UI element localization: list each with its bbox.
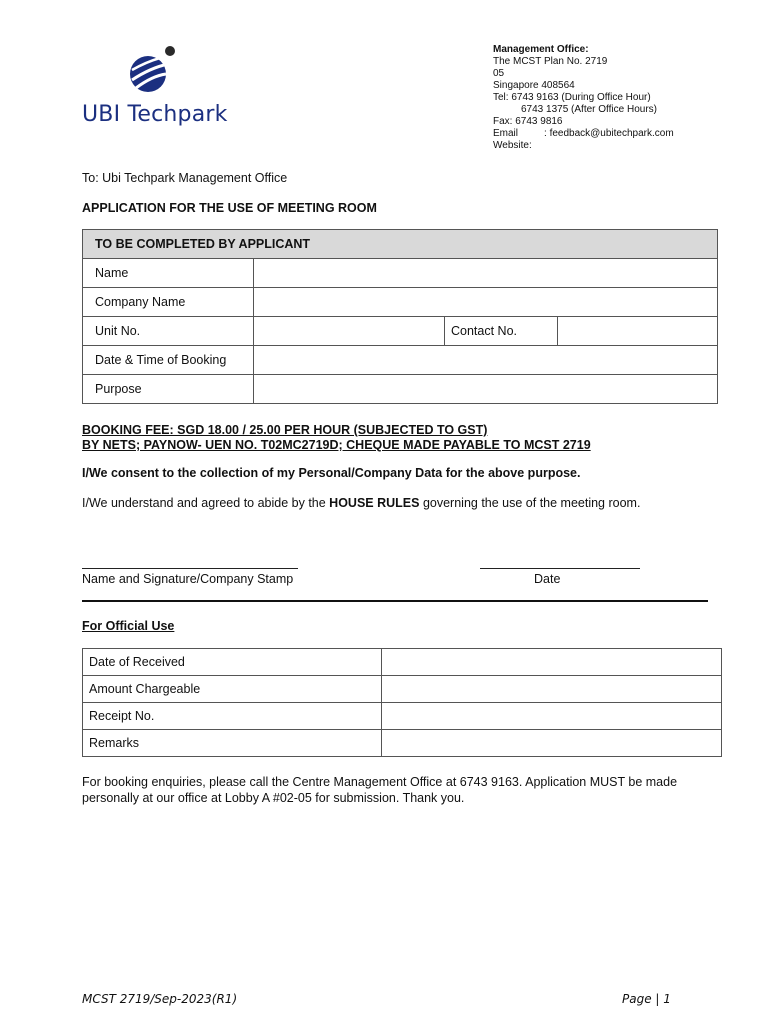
date-of-received-field[interactable] xyxy=(382,649,722,676)
contact-no-field[interactable] xyxy=(558,317,718,346)
ubi-techpark-logo xyxy=(82,44,232,128)
consent-statement: I/We consent to the collection of my Personal/Company Data for the above purpose. xyxy=(82,466,581,480)
mgmt-tel2: 6743 1375 (After Office Hours) xyxy=(521,104,657,115)
agreement-post: governing the use of the meeting room. xyxy=(419,496,641,510)
signature-label: Name and Signature/Company Stamp xyxy=(82,572,294,586)
purpose-field[interactable] xyxy=(254,375,718,404)
mgmt-tel1: Tel: 6743 9163 (During Office Hour) xyxy=(493,92,651,103)
amount-chargeable-label: Amount Chargeable xyxy=(83,676,382,703)
mgmt-city: Singapore 408564 xyxy=(493,80,575,91)
management-office-block xyxy=(493,44,674,152)
official-use-title: For Official Use xyxy=(82,619,175,633)
unit-no-field[interactable] xyxy=(254,317,445,346)
agreement-statement xyxy=(82,496,640,510)
name-field[interactable] xyxy=(254,259,718,288)
mgmt-title: Management Office: xyxy=(493,44,589,55)
receipt-no-label: Receipt No. xyxy=(83,703,382,730)
amount-chargeable-field[interactable] xyxy=(382,676,722,703)
logo-wordmark: UBI Techpark xyxy=(82,102,228,127)
enquiry-note: For booking enquiries, please call the Centre Management Office at 6743 9163. Application MUST be made personally at our office at Lobby A #02-05 for submission. Thank you. xyxy=(82,775,678,805)
mgmt-email-value: : feedback@ubitechpark.com xyxy=(544,128,674,139)
remarks-label: Remarks xyxy=(83,730,382,757)
mgmt-line05: 05 xyxy=(493,68,505,79)
section-divider xyxy=(82,600,708,602)
signature-line[interactable] xyxy=(82,558,298,569)
name-label: Name xyxy=(83,259,254,288)
globe-icon xyxy=(130,44,178,96)
mgmt-email-label: Email xyxy=(493,128,519,139)
unit-no-label: Unit No. xyxy=(83,317,254,346)
date-label: Date xyxy=(534,572,561,586)
applicant-table xyxy=(82,229,718,404)
receipt-no-field[interactable] xyxy=(382,703,722,730)
company-name-label: Company Name xyxy=(83,288,254,317)
date-of-received-label: Date of Received xyxy=(83,649,382,676)
footer-doc-code: MCST 2719/Sep-2023(R1) xyxy=(82,992,238,1006)
mgmt-email xyxy=(493,128,674,140)
mgmt-fax: Fax: 6743 9816 xyxy=(493,116,563,127)
date-time-field[interactable] xyxy=(254,346,718,375)
purpose-label: Purpose xyxy=(83,375,254,404)
booking-fee-line2: BY NETS; PAYNOW- UEN NO. T02MC2719D; CHEQUE MADE PAYABLE TO MCST 2719 xyxy=(82,438,591,452)
agreement-pre: I/We understand and agreed to abide by the xyxy=(82,496,330,510)
mgmt-plan: The MCST Plan No. 2719 xyxy=(493,56,608,67)
applicant-table-header: TO BE COMPLETED BY APPLICANT xyxy=(83,230,718,259)
date-line[interactable] xyxy=(480,558,640,569)
date-time-label: Date & Time of Booking xyxy=(83,346,254,375)
booking-fee-line1: BOOKING FEE: SGD 18.00 / 25.00 PER HOUR (SUBJECTED TO GST) xyxy=(82,423,488,437)
remarks-field[interactable] xyxy=(382,730,722,757)
company-name-field[interactable] xyxy=(254,288,718,317)
booking-fee-notice xyxy=(82,423,591,453)
application-title: APPLICATION FOR THE USE OF MEETING ROOM xyxy=(82,201,377,215)
mgmt-website: Website: xyxy=(493,140,532,151)
footer-page-number: Page | 1 xyxy=(622,992,671,1006)
official-use-table xyxy=(82,648,722,757)
house-rules: HOUSE RULES xyxy=(329,496,420,510)
contact-no-label: Contact No. xyxy=(445,317,558,346)
to-line: To: Ubi Techpark Management Office xyxy=(82,171,288,185)
